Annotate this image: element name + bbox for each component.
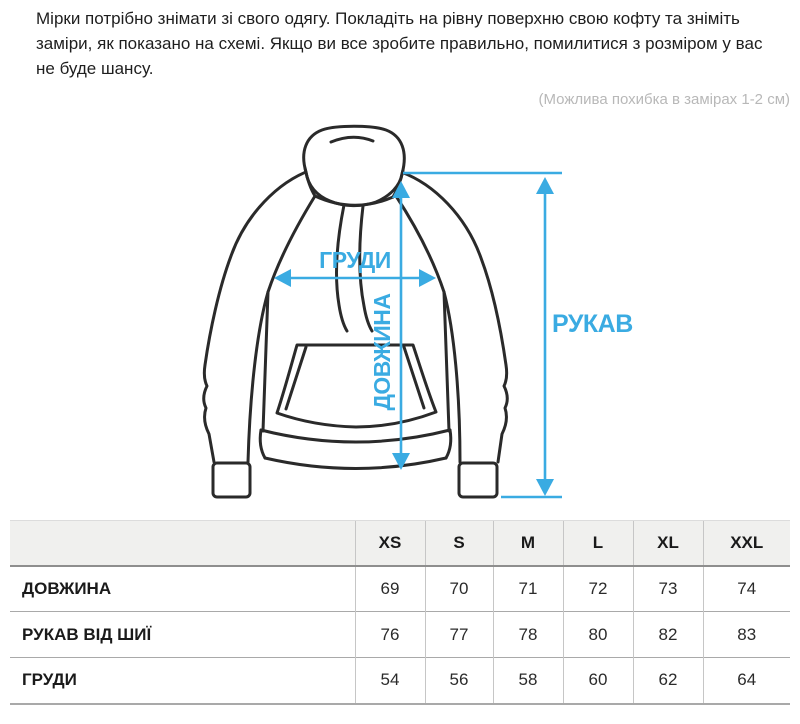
hoodie-right-sleeve (396, 172, 507, 497)
table-cell: 58 (493, 658, 563, 704)
table-cell: 71 (493, 566, 563, 612)
table-cell: 70 (425, 566, 493, 612)
table-cell: 72 (563, 566, 633, 612)
column-header-s: S (425, 521, 493, 566)
chest-dimension (274, 247, 436, 287)
sleeve-label: РУКАВ (552, 310, 633, 338)
size-table (10, 520, 790, 705)
kangaroo-pocket (277, 345, 436, 427)
arrowhead-right (419, 269, 436, 287)
table-cell: 78 (493, 612, 563, 658)
table-cell: 64 (703, 658, 790, 704)
hoodie-left-sleeve (204, 170, 315, 497)
table-corner-cell (10, 521, 355, 566)
size-table-header-row (10, 521, 790, 566)
right-cuff (459, 463, 497, 497)
chest-label: ГРУДИ (319, 247, 391, 273)
table-row-length (10, 566, 790, 612)
table-cell: 76 (355, 612, 425, 658)
table-cell: 56 (425, 658, 493, 704)
table-cell: 74 (703, 566, 790, 612)
table-cell: 73 (633, 566, 703, 612)
column-header-m: M (493, 521, 563, 566)
row-label: ГРУДИ (10, 658, 355, 704)
table-cell: 80 (563, 612, 633, 658)
measurement-instructions: Мірки потрібно знімати зі свого одягу. Покладіть на рівну поверхню свою кофту та зніміть заміри, як показано на схемі. Якщо ви все зробите правильно, помилитися з розміром у вас не буде шансу. (36, 9, 763, 78)
row-label: ДОВЖИНА (22, 578, 112, 598)
table-cell: 83 (703, 612, 790, 658)
table-row-chest (10, 658, 790, 704)
table-cell: 69 (355, 566, 425, 612)
length-label: ДОВЖИНА (369, 293, 395, 411)
table-cell: 54 (355, 658, 425, 704)
column-header-xs: XS (355, 521, 425, 566)
hoodie-body (260, 292, 451, 469)
arrowhead-down (536, 479, 554, 496)
table-cell: 82 (633, 612, 703, 658)
row-label: РУКАВ ВІД ШИЇ (10, 612, 355, 658)
arrowhead-up (536, 177, 554, 194)
table-cell: 60 (563, 658, 633, 704)
tolerance-note: (Можлива похибка в замірах 1-2 см) (538, 91, 790, 108)
table-row-sleeve (10, 612, 790, 658)
table-cell: 77 (425, 612, 493, 658)
column-header-l: L (563, 521, 633, 566)
left-cuff (213, 463, 250, 497)
column-header-xxl: XXL (703, 521, 790, 566)
table-cell: 62 (633, 658, 703, 704)
column-header-xl: XL (633, 521, 703, 566)
sleeve-dimension (403, 173, 633, 497)
